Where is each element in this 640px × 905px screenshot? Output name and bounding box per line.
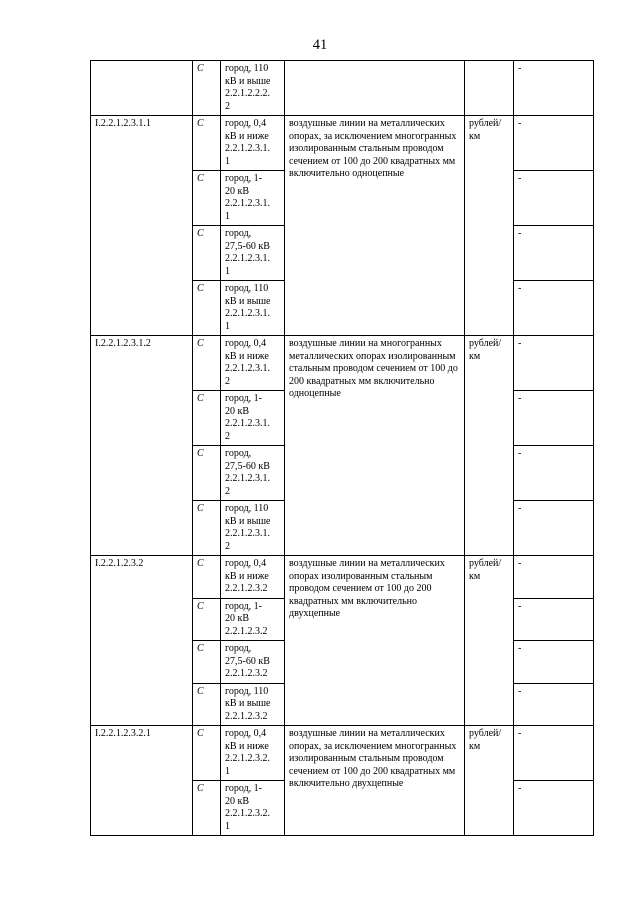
- category-line: 2.2.1.2.3.2: [225, 668, 268, 679]
- row-category: [221, 683, 285, 726]
- row-value: -: [514, 683, 594, 726]
- category-line: 2.2.1.2.2.2.: [225, 88, 270, 99]
- row-unit: рублей/ км: [465, 726, 514, 836]
- category-line: 20 кВ: [225, 405, 250, 417]
- row-letter: С: [193, 61, 221, 116]
- row-unit: рублей/ км: [465, 336, 514, 556]
- page-number: 41: [312, 37, 328, 53]
- category-line: город,: [225, 228, 252, 239]
- row-letter: С: [193, 556, 221, 599]
- category-line: кВ и ниже: [225, 130, 269, 142]
- category-line: город, 1-: [225, 393, 262, 404]
- category-line: кВ и выше: [225, 295, 271, 307]
- category-line: 20 кВ: [225, 795, 250, 807]
- row-description: воздушные линии на металлических опорах, за исключением многогранных изолированным стальным проводом сечением от 100 до 200 квадратных мм включительно одноцепные: [285, 116, 465, 336]
- category-line: город,: [225, 448, 252, 459]
- row-value: -: [514, 391, 594, 446]
- row-value: -: [514, 336, 594, 391]
- row-value: -: [514, 598, 594, 641]
- row-category: [221, 781, 285, 836]
- category-line: 2.2.1.2.3.1.: [225, 363, 270, 374]
- row-value: -: [514, 116, 594, 171]
- category-line: город, 1-: [225, 600, 262, 612]
- row-value: -: [514, 446, 594, 501]
- row-code: I.2.2.1.2.3.1.2: [91, 336, 193, 556]
- category-line: кВ и выше: [225, 75, 271, 87]
- category-line: город, 110: [225, 283, 269, 294]
- row-category: [221, 641, 285, 684]
- category-line: 2.2.1.2.3.1.: [225, 528, 270, 539]
- row-letter: С: [193, 781, 221, 836]
- category-line: 2.2.1.2.3.2.: [225, 808, 270, 819]
- category-line: город, 110: [225, 63, 269, 74]
- row-code: [91, 61, 193, 116]
- category-line: 20 кВ: [225, 613, 250, 624]
- table-row: [91, 726, 594, 781]
- category-line: город, 0,4: [225, 118, 267, 129]
- category-line: 2: [225, 485, 230, 497]
- category-line: город, 0,4: [225, 338, 267, 349]
- row-category: [221, 116, 285, 171]
- row-description: воздушные линии на металлических опорах изолированным стальным проводом сечением от 100 до 200 квадратных мм включительно двухцепные: [285, 556, 465, 726]
- row-category: [221, 336, 285, 391]
- row-description: воздушные линии на многогранных металлических опорах изолированным стальным проводом сечением от 100 до 200 квадратных мм включительно одноцепные: [285, 336, 465, 556]
- category-line: 2: [225, 375, 230, 387]
- row-code: I.2.2.1.2.3.2: [91, 556, 193, 726]
- row-category: [221, 501, 285, 556]
- row-category: [221, 726, 285, 781]
- category-line: кВ и ниже: [225, 570, 269, 582]
- row-value: -: [514, 171, 594, 226]
- row-letter: С: [193, 281, 221, 336]
- table-row: [91, 116, 594, 171]
- row-category: [221, 226, 285, 281]
- row-category: [221, 281, 285, 336]
- row-letter: С: [193, 171, 221, 226]
- table-row: [91, 336, 594, 391]
- category-line: 27,5-60 кВ: [225, 655, 270, 667]
- category-line: город, 0,4: [225, 728, 267, 739]
- row-letter: С: [193, 683, 221, 726]
- category-line: 2.2.1.2.3.2.: [225, 753, 270, 764]
- table-row: [91, 556, 594, 599]
- row-category: [221, 61, 285, 116]
- category-line: 2.2.1.2.3.1.: [225, 308, 270, 319]
- category-line: 1: [225, 765, 230, 777]
- category-line: 2.2.1.2.3.1.: [225, 198, 270, 209]
- category-line: 20 кВ: [225, 185, 250, 197]
- category-line: кВ и выше: [225, 515, 271, 527]
- row-letter: С: [193, 391, 221, 446]
- row-unit: [465, 61, 514, 116]
- row-letter: С: [193, 116, 221, 171]
- row-letter: С: [193, 726, 221, 781]
- row-letter: С: [193, 336, 221, 391]
- row-letter: С: [193, 226, 221, 281]
- category-line: 2.2.1.2.3.2: [225, 710, 268, 722]
- category-line: 1: [225, 320, 230, 332]
- category-line: 2.2.1.2.3.1.: [225, 143, 270, 154]
- category-line: город, 0,4: [225, 558, 267, 569]
- category-line: город, 1-: [225, 173, 262, 184]
- table-row: [91, 61, 594, 116]
- category-line: 2: [225, 100, 230, 112]
- row-letter: С: [193, 598, 221, 641]
- category-line: 1: [225, 210, 230, 222]
- tariff-table: [90, 60, 594, 836]
- category-line: 2.2.1.2.3.1.: [225, 253, 270, 264]
- row-letter: С: [193, 641, 221, 684]
- row-category: [221, 556, 285, 599]
- category-line: 2: [225, 430, 230, 442]
- row-value: -: [514, 281, 594, 336]
- row-value: -: [514, 781, 594, 836]
- row-value: -: [514, 641, 594, 684]
- category-line: 1: [225, 265, 230, 277]
- row-description: [285, 61, 465, 116]
- category-line: 2.2.1.2.3.1.: [225, 473, 270, 484]
- category-line: город, 110: [225, 685, 269, 697]
- row-unit: рублей/ км: [465, 116, 514, 336]
- category-line: 2: [225, 540, 230, 552]
- category-line: 1: [225, 820, 230, 832]
- category-line: город, 110: [225, 503, 269, 514]
- row-value: -: [514, 226, 594, 281]
- row-value: -: [514, 556, 594, 599]
- row-category: [221, 446, 285, 501]
- category-line: кВ и ниже: [225, 740, 269, 752]
- row-code: I.2.2.1.2.3.1.1: [91, 116, 193, 336]
- row-description: воздушные линии на металлических опорах, за исключением многогранных изолированным стальным проводом сечением от 100 до 200 квадратных мм включительно двухцепные: [285, 726, 465, 836]
- category-line: 2.2.1.2.3.2: [225, 583, 268, 594]
- row-letter: С: [193, 446, 221, 501]
- row-category: [221, 391, 285, 446]
- row-value: -: [514, 501, 594, 556]
- category-line: 2.2.1.2.3.2: [225, 625, 268, 637]
- category-line: город, 1-: [225, 783, 262, 794]
- category-line: 1: [225, 155, 230, 167]
- row-code: I.2.2.1.2.3.2.1: [91, 726, 193, 836]
- category-line: 27,5-60 кВ: [225, 460, 270, 472]
- row-category: [221, 171, 285, 226]
- row-value: -: [514, 726, 594, 781]
- row-value: -: [514, 61, 594, 116]
- row-letter: С: [193, 501, 221, 556]
- category-line: кВ и выше: [225, 698, 271, 709]
- category-line: 27,5-60 кВ: [225, 240, 270, 252]
- category-line: город,: [225, 643, 252, 654]
- category-line: 2.2.1.2.3.1.: [225, 418, 270, 429]
- category-line: кВ и ниже: [225, 350, 269, 362]
- row-category: [221, 598, 285, 641]
- row-unit: рублей/ км: [465, 556, 514, 726]
